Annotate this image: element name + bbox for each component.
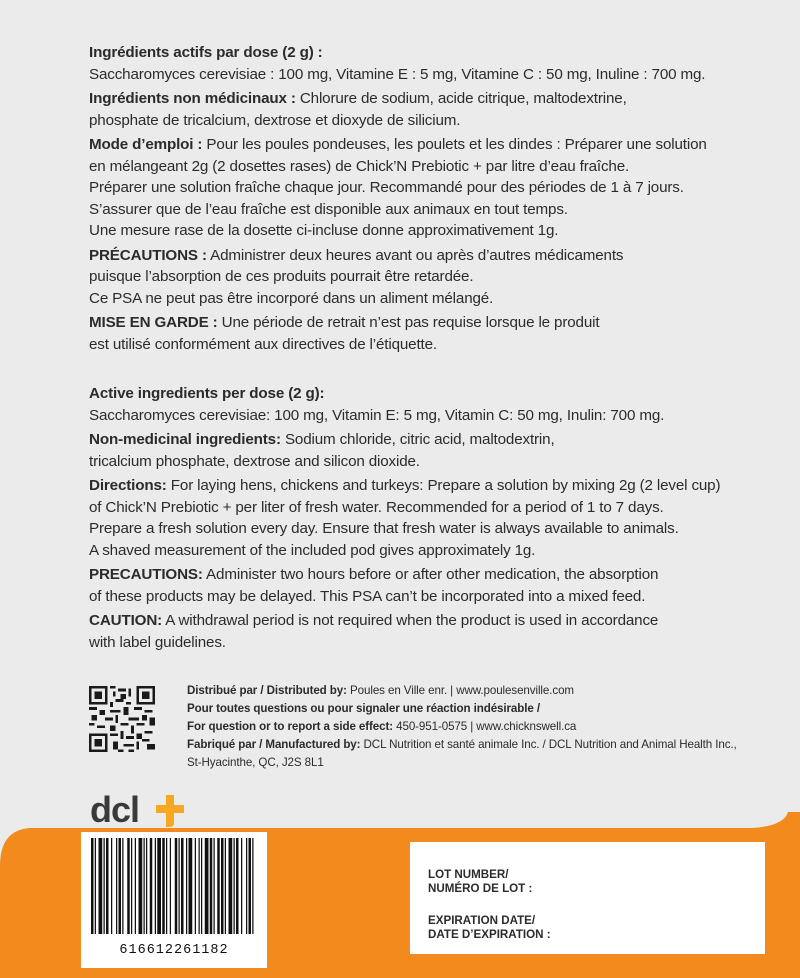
fr-precautions-text-3: Ce PSA ne peut pas être incorporé dans un aliment mélangé. xyxy=(89,289,494,307)
fr-nonmedicinal xyxy=(89,88,769,131)
en-precautions-label: PRECAUTIONS: xyxy=(89,566,203,583)
en-nonmed-text-1: Sodium chloride, citric acid, maltodextrin, xyxy=(284,431,555,448)
fr-directions-text-4: S’assurer que de l’eau fraîche est disponible aux animaux en tout temps. xyxy=(89,200,568,218)
fr-active-text: Saccharomyces cerevisiae : 100 mg, Vitamine E : 5 mg, Vitamine C : 50 mg, Inuline : 700 mg. xyxy=(89,65,706,83)
fr-active-ingredients xyxy=(89,42,769,85)
en-caution-label: CAUTION: xyxy=(89,612,163,629)
side-effect-label: For question or to report a side effect: xyxy=(187,720,393,733)
en-nonmed-text-2: tricalcium phosphate, dextrose and silicon dioxide. xyxy=(89,452,420,470)
fr-directions-text-1: Pour les poules pondeuses, les poulets et les dindes : Préparer une solution xyxy=(206,136,707,153)
en-caution-text-2: with label guidelines. xyxy=(89,633,226,651)
side-effect-line xyxy=(187,718,787,736)
lot-label-fr: NUMÉRO DE LOT : xyxy=(428,881,533,895)
logo-text: dcl xyxy=(90,789,140,830)
en-precautions-text-2: of these products may be delayed. This PSA can’t be incorporated into a mixed feed. xyxy=(89,587,646,605)
barcode xyxy=(81,832,267,968)
en-directions-text-3: Prepare a fresh solution every day. Ensure that fresh water is always available to animals. xyxy=(89,520,679,537)
en-caution xyxy=(89,610,769,653)
fr-caution-text-1: Une période de retrait n’est pas requise lorsque le produit xyxy=(221,314,600,331)
fr-nonmed-text-1: Chlorure de sodium, acide citrique, maltodextrine, xyxy=(299,90,627,107)
distributed-text: Poules en Ville enr. | www.poulesenville.com xyxy=(350,684,574,697)
en-precautions-text-1: Administer two hours before or after other medication, the absorption xyxy=(206,566,659,583)
manufactured-line xyxy=(187,736,787,754)
en-directions-text-4: A shaved measurement of the included pod gives approximately 1g. xyxy=(89,541,536,559)
expiration-date-label xyxy=(428,914,551,941)
exp-label-en: EXPIRATION DATE/ xyxy=(428,914,536,927)
side-effect-text: 450-951-0575 | www.chicknswell.ca xyxy=(396,720,577,733)
plus-icon xyxy=(150,791,190,831)
manufactured-label: Fabriqué par / Manufactured by: xyxy=(187,738,361,751)
distribution-info xyxy=(187,682,787,772)
fr-directions-text-2: en mélangeant 2g (2 dosettes rases) de Chick’N Prebiotic + par litre d’eau fraîche. xyxy=(89,157,630,175)
distributed-label: Distribué par / Distributed by: xyxy=(187,684,347,697)
questions-line xyxy=(187,700,787,718)
lot-number-label xyxy=(428,868,532,895)
barcode-number: 616612261182 xyxy=(119,943,229,958)
fr-caution-text-2: est utilisé conformément aux directives de l’étiquette. xyxy=(89,335,437,353)
fr-active-label: Ingrédients actifs par dose (2 g) : xyxy=(89,44,323,61)
fr-caution-label: MISE EN GARDE : xyxy=(89,314,218,331)
lot-expiration-box xyxy=(410,842,765,954)
fr-caution xyxy=(89,312,769,355)
fr-precautions-text-2: puisque l’absorption de ces produits pourrait être retardée. xyxy=(89,268,474,285)
fr-directions xyxy=(89,134,769,242)
fr-nonmed-text-2: phosphate de tricalcium, dextrose et dioxyde de silicium. xyxy=(89,111,461,129)
fr-directions-label: Mode d’emploi : xyxy=(89,136,203,153)
fr-precautions-label: PRÉCAUTIONS : xyxy=(89,246,207,264)
en-directions-text-1: For laying hens, chickens and turkeys: Prepare a solution by mixing 2g (2 level cup) xyxy=(170,477,721,494)
address-line: St-Hyacinthe, QC, J2S 8L1 xyxy=(187,756,324,769)
fr-directions-text-3: Préparer une solution fraîche chaque jour. Recommandé pour des périodes de 1 à 7 jours. xyxy=(89,179,684,196)
en-active-ingredients xyxy=(89,383,769,426)
distributed-line xyxy=(187,682,787,700)
manufactured-text: DCL Nutrition et santé animale Inc. / DCL Nutrition and Animal Health Inc., xyxy=(363,738,737,751)
en-active-label: Active ingredients per dose (2 g): xyxy=(89,385,325,402)
en-directions xyxy=(89,475,769,561)
en-nonmedicinal xyxy=(89,429,769,472)
en-directions-label: Directions: xyxy=(89,477,167,494)
qr-code[interactable] xyxy=(89,686,155,752)
fr-precautions-text-1: Administrer deux heures avant ou après d’autres médicaments xyxy=(210,246,624,264)
questions-label: Pour toutes questions ou pour signaler une réaction indésirable / xyxy=(187,702,540,715)
fr-nonmed-label: Ingrédients non médicinaux : xyxy=(89,90,296,107)
en-directions-text-2: of Chick’N Prebiotic + per liter of fresh water. Recommended for a period of 1 to 7 days. xyxy=(89,498,664,516)
french-instructions xyxy=(89,42,769,358)
en-caution-text-1: A withdrawal period is not required when the product is used in accordance xyxy=(165,612,659,629)
fr-directions-text-5: Une mesure rase de la dosette ci-incluse donne approximativement 1g. xyxy=(89,222,559,239)
en-precautions xyxy=(89,564,769,607)
fr-precautions xyxy=(89,245,769,310)
en-nonmed-label: Non-medicinal ingredients: xyxy=(89,431,281,448)
english-instructions xyxy=(89,383,769,656)
en-active-text: Saccharomyces cerevisiae: 100 mg, Vitamin E: 5 mg, Vitamin C: 50 mg, Inulin: 700 mg. xyxy=(89,406,665,424)
exp-label-fr: DATE D’EXPIRATION : xyxy=(428,927,551,941)
barcode-bars xyxy=(81,832,267,940)
lot-label-en: LOT NUMBER/ xyxy=(428,868,509,881)
